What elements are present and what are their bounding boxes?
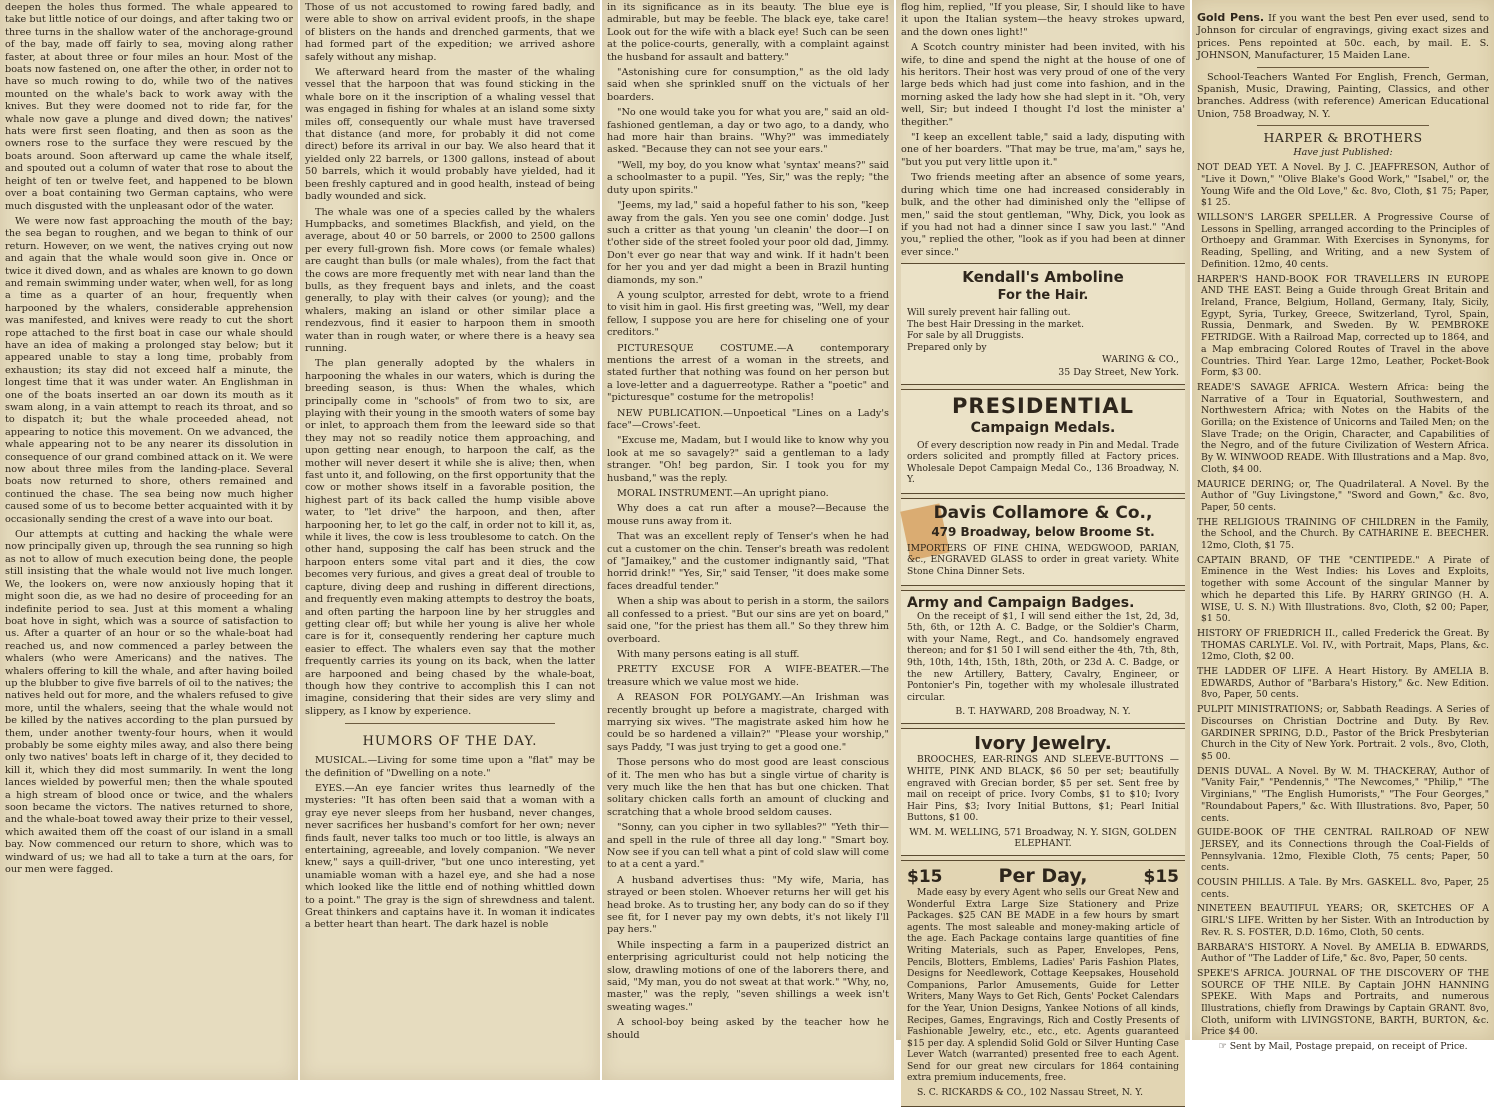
ad-body: Made easy by every Agent who sells our Great New and Wonderful Extra Large Size Stationery and Prize Packages. $25 CAN BE MADE in a few hours by smart agents. The most saleable and money-making article of the age. Each Package contains large quantities of fine Writing Materials, such as Paper, Envelopes, Pens, Pencils, Blotters, Emblems, Ladies' Paris Fashion Plates, Designs for Needlework, Cottage Keepsakes, Household Companions, Parlor Amusements, Guide for Letter Writers, Many Ways to Get Rich, Gents' Pocket Calendars for the Year, Union Designs, Yankee Notions of all kinds, Recipes, Games, Engravings, Rich and Costly Presents of Fashionable Jewelry, etc., etc., etc. Agents guaranteed $15 per day. A splendid Solid Gold or Silver Hunting Case Lever Watch (warranted) presented free to each Agent. Send for our great new circulars for 1864 containing extra premium inducements, free.: [907, 886, 1179, 1084]
ad-subtitle: Campaign Medals.: [970, 419, 1116, 436]
book-listing: GUIDE-BOOK OF THE CENTRAL RAILROAD OF NEW JERSEY, and its Connections through the Coal-Fields of Pennsylvania. 12mo, Flexible Cloth, 75 cents; Paper, 50 cents.: [1197, 827, 1489, 874]
book-listing: CAPTAIN BRAND, OF THE "CENTIPEDE." A Pirate of Eminence in the West Indies: his Loves and Exploits, together with some Account of the singular Manner by which he departed this Life. By HARRY GRINGO (H. A. WISE, U. S. N.) With Illustrations. 8vo, Cloth, $2 00; Paper, $1 50.: [1197, 554, 1489, 625]
book-listing: WILLSON'S LARGER SPELLER. A Progressive Course of Lessons in Spelling, arranged according to the Principles of Orthoepy and Grammar. With Exercises in Synonyms, for Reading, Spelling, and Writing, and a new System of Definition. 12mo, 40 cents.: [1197, 212, 1489, 270]
publisher-heading: HARPER & BROTHERS: [1263, 130, 1423, 146]
paragraph: in its significance as in its beauty. The blue eye is admirable, but may be feeble. The black eye, take care! Look out for the wife with a black eye! Such can be seen at the police-courts, generally, with a complaint against the husband for assault and battery.": [607, 2, 889, 63]
paragraph: "No one would take you for what you are," said an old-fashioned gentleman, a day or two ago, to a dandy, who had more hair than brains. "Why?" was immediately asked. "Because they can not see your ears.": [607, 107, 889, 156]
ad-subtitle: 479 Broadway, below Broome St.: [931, 524, 1155, 539]
paragraph: "Sonny, can you cipher in two syllables?" "Yeth thir—and spell in the rule of three all day long." "Smart boy. Now see if you can tell what a pint of cold slaw will come to at a cent a yard.": [607, 822, 889, 871]
book-listing: PULPIT MINISTRATIONS; or, Sabbath Readings. A Series of Discourses on Christian Doctrine and Duty. By Rev. GARDINER SPRING, D.D., Pastor of the Brick Presbyterian Church in the City of New York. Portrait. 2 vols., 8vo, Cloth, $5 00.: [1197, 704, 1489, 762]
paragraph: "Astonishing cure for consumption," as the old lady said when she sprinkled snuff on the victuals of her boarders.: [607, 67, 889, 103]
book-listing: READE'S SAVAGE AFRICA. Western Africa: being the Narrative of a Tour in Equatorial, Southwestern, and Northwestern Africa; with Notes on the Habits of the Gorilla; on the Existence of Unicorns and Tailed Men; on the Slave Trade; on the Origin, Character, and Capabilities of the Negro, and of the future Civilization of Western Africa. By W. WINWOOD READE. With Illustrations and a Map. 8vo, Cloth, $4 00.: [1197, 381, 1489, 475]
ad-title: Army and Campaign Badges.: [907, 594, 1135, 611]
ad-line: Prepared only by: [907, 341, 987, 353]
gold-pens-ad: [1197, 12, 1489, 63]
ad-headline: [907, 865, 1179, 887]
book-listing: BARBARA'S HISTORY. A Novel. By AMELIA B. EDWARDS, Author of "The Ladder of Life," &c. 8vo, Paper, 50 cents.: [1197, 941, 1489, 965]
book-listing: MAURICE DERING; or, The Quadrilateral. A Novel. By the Author of "Guy Livingstone," "Sword and Gown," &c. 8vo, Paper, 50 cents.: [1197, 478, 1489, 513]
paragraph: "Excuse me, Madam, but I would like to know why you look at me so savagely?" said a gentleman to a lady stranger. "Oh! beg pardon, Sir. I took you for my husband," was the reply.: [607, 435, 889, 484]
ad-sign: S. C. RICKARDS & CO., 102 Nassau Street, N. Y.: [917, 1087, 1144, 1099]
ad-body: Of every description now ready in Pin and Medal. Trade orders solicited and promptly filled at Factory prices. Wholesale Depot Campaign Medal Co., 136 Broadway, N. Y.: [907, 439, 1179, 486]
ad-subtitle: For the Hair.: [997, 288, 1089, 304]
ad-body: On the receipt of $1, I will send either the 1st, 2d, 3d, 5th, 6th, or 12th A. C. Badge, or the Soldier's Charm, with your Name, Regt., and Co. handsomely engraved thereon; and for $1 50 I will send either the 4th, 7th, 8th, 9th, 10th, 14th, 15th, 18th, 20th, or 23d A. C. Badge, or the new Artillery, Battery, Cavalry, Engineer, or Pontonier's Pin, together with my wholesale illustrated circular.: [907, 610, 1179, 703]
ad-address: 35 Day Street, New York.: [1058, 366, 1179, 378]
ad-title: Ivory Jewelry.: [974, 733, 1112, 755]
column-1: [0, 0, 298, 1080]
ad-title: PRESIDENTIAL: [952, 393, 1134, 418]
paragraph: MUSICAL.—Living for some time upon a "flat" may be the definition of "Dwelling on a note.": [305, 755, 595, 779]
ad-maker: WARING & CO.,: [1102, 353, 1179, 365]
paragraph: Why does a cat run after a mouse?—Because the mouse runs away from it.: [607, 503, 889, 527]
book-listing: COUSIN PHILLIS. A Tale. By Mrs. GASKELL. 8vo, Paper, 25 cents.: [1197, 877, 1489, 900]
teachers-ad: School-Teachers Wanted For English, French, German, Spanish, Music, Drawing, Painting, Classics, and other branches. Address (with reference) American Educational Union, 758 Broadway, N. Y.: [1197, 71, 1489, 120]
paragraph: A husband advertises thus: "My wife, Maria, has strayed or been stolen. Whoever returns her will get his head broke. As to trusting her, any body can do so if they see fit, for I never pay my own debts, it's not likely I'll pay hers.": [607, 874, 889, 936]
paragraph: A school-boy being asked by the teacher how he should: [607, 1017, 889, 1041]
mail-notice-text: Sent by Mail, Postage prepaid, on receipt of Price.: [1229, 1041, 1468, 1053]
paragraph: "I keep an excellent table," said a lady, disputing with one of her boarders. "That may be true, ma'am," says he, "but you put very little upon it.": [901, 132, 1185, 168]
ad-sign: E. S. JOHNSON, Manufacturer, 15 Maiden Lane.: [1197, 37, 1489, 62]
paragraph: Two friends meeting after an absence of some years, during which time one had increased considerably in bulk, and the other had diminished only the "ellipse of men," said the stout gentleman, "Why, Dick, you look as if you had not had a dinner since I saw you last." "And you," replied the other, "look as if you had been at dinner ever since.": [901, 172, 1185, 258]
paragraph: PICTURESQUE COSTUME.—A contemporary mentions the arrest of a woman in the streets, and stated further that nothing was found on her person but a love-letter and a daguerreotype. Rather a "poetic" and "picturesque" costume for the metropolis!: [607, 342, 889, 404]
column-4: [896, 0, 1190, 1099]
paragraph: That was an excellent reply of Tenser's when he had cut a customer on the chin. Tenser's breath was redolent of "Jamaikey," and the customer indignantly said, "That horrid drink!" "Yes, Sir," said Tenser, "it does make some faces dreadful tender.": [607, 531, 889, 592]
book-listing: HISTORY OF FRIEDRICH II., called Frederick the Great. By THOMAS CARLYLE. Vol. IV., with Portrait, Maps, Plans, &c. 12mo, Cloth, $2 00.: [1197, 627, 1489, 663]
divider: [1257, 125, 1429, 126]
book-listing: HARPER'S HAND-BOOK FOR TRAVELLERS IN EUROPE AND THE EAST. Being a Guide through Great Britain and Ireland, France, Belgium, Holland, Germany, Italy, Sicily, Egypt, Syria, Turkey, Greece, Switzerland, Tyrol, Spain, Russia, Denmark, and Sweden. By W. PEMBROKE FETRIDGE. With a Railroad Map, corrected up to 1864, and a Map embracing Colored Routes of Travel in the above Countries. Third Year. Large 12mo, Leather, Pocket-Book Form, $3 00.: [1197, 273, 1489, 379]
book-listing: NINETEEN BEAUTIFUL YEARS; OR, SKETCHES OF A GIRL'S LIFE. Written by her Sister. With an Introduction by Rev. R. S. FOSTER, D.D. 16mo, Cloth, 50 cents.: [1197, 903, 1489, 938]
column-3: [602, 0, 894, 1080]
paragraph: A Scotch country minister had been invited, with his wife, to dine and spend the night at the house of one of his heritors. Their host was very proud of one of the very large beds which had just come into fashion, and in the morning asked the lady how she had slept in it. "Oh, very well, Sir; but indeed I thought I'd lost the minister a' thegither.": [901, 42, 1185, 128]
paragraph: We afterward heard from the master of the whaling vessel that the harpoon that was found sticking in the whale bore on it the inscription of a whaling vessel that was engaged in fishing for whales at an island some sixty miles off, consequently our whale must have traversed that distance (and more, for probably it did not come direct) before its arrival in our bay. We also heard that it yielded only 22 barrels, or 1300 gallons, instead of about 50 barrels, which it would probably have yielded, had it been freshly captured and in good health, instead of being badly wounded and sick.: [305, 67, 595, 203]
ad-line: Will surely prevent hair falling out.: [907, 307, 1071, 319]
ad-ivory-jewelry: [901, 728, 1185, 856]
mail-notice: [1197, 1041, 1489, 1052]
ad-line: The best Hair Dressing in the market.: [907, 318, 1085, 330]
publisher-subheading: Have just Published:: [1293, 147, 1393, 159]
pointing-hand-icon: ☞: [1218, 1041, 1227, 1053]
book-listing: THE LADDER OF LIFE. A Heart History. By AMELIA B. EDWARDS, Author of "Barbara's History," &c. New Edition. 8vo, Paper, 50 cents.: [1197, 666, 1489, 701]
paragraph: Those persons who do most good are least conscious of it. The men who has but a single virtue of charity is very much like the hen that has but one chicken. That solitary chicken calls forth an amount of clucking and scratching that a whole brood seldom causes.: [607, 757, 889, 818]
paragraph: While inspecting a farm in a pauperized district an enterprising agriculturist could not help noticing the slow, drawling motions of one of the laborers there, and said, "My man, you do not sweat at that work." "Why, no, master," was the reply, "seven shillings a week isn't sweating wages.": [607, 939, 889, 1013]
ad-body: BROOCHES, EAR-RINGS AND SLEEVE-BUTTONS —WHITE, PINK AND BLACK, $6 50 per set; beautifully engraved with Grecian border, $5 per set. Sent free by mail on receipt of price. Ivory Combs, $1 to $10; Ivory Hair Pins, $3; Ivory Initial Buttons, $1; Pearl Initial Buttons, $1 00.: [907, 754, 1179, 824]
ad-body: IMPORTERS OF FINE CHINA, WEDGWOOD, PARIAN, &c., ENGRAVED GLASS to order in great variety. White Stone China Dinner Sets.: [907, 542, 1179, 578]
book-listing: NOT DEAD YET. A Novel. By J. C. JEAFFRESON, Author of "Live it Down," "Olive Blake's Good Work," "Isabel," or, the Young Wife and the Old Love," &c. 8vo, Cloth, $1 75; Paper, $1 25.: [1197, 162, 1489, 209]
paragraph: deepen the holes thus formed. The whale appeared to take but little notice of our doings, and after taking two or three turns in the shallow water of the anchorage-ground of the bay, made off fairly to sea, moving along rather faster, at about three or four miles an hour. Most of the boats now fastened on, one after the other, in order not to have so much rowing to do, while two of the natives mounted on the whale's back to work away with the knives. But they were doomed not to ride far, for the whale now gave a plunge and dived down; the natives' hats were first seen floating, and then as soon as the owners rose to the surface they were rescued by the boats around. Soon afterward up came the whale itself, and spouted out a column of water that rose to about the height of ten or twelve feet, and happened to be blown over a boat containing two German captains, who were much disgusted with the unpleasant odor of the water.: [5, 2, 293, 212]
ad-davis-collamore: [901, 498, 1185, 586]
ad-body: If you want the best Pen ever used, send to Johnson for circular of engravings, giving exact sizes and prices. Pens repointed at 50c. each, by mail.: [1197, 13, 1490, 49]
ad-title: Gold Pens.: [1197, 11, 1265, 24]
price-left: $15: [907, 866, 943, 887]
paragraph: We were now fast approaching the mouth of the bay; the sea began to roughen, and we began to think of our return. However, on we went, the natives crying out now and again that the whale would soon give in. Once or twice it dived down, and as whales are known to go down and remain swimming under water, when well, for as long a time as a quarter of an hour, frequently when harpooned by the whalers, considerable apprehension was manifested, and knives were ready to cut the short rope attached to the first boat in case our whale should have an idea of making a prolonged stay below; but it appeared unable to stay a long time, probably from exhaustion; its stay did not exceed half a minute, the longest time that it was under water. An Englishman in one of the boats inserted an oar down its mouth as it swam along, in a vain attempt to reach its throat, and so to dispatch it; but the whale proceeded ahead, not appearing to notice this movement. On we advanced, the whale appearing not to be any nearer its dissolution in consequence of our grand combined attack on it. We were now about three miles from the landing-place. Several boats now returned to shore, others remained and continued the chase. The sea being now much higher caused some of us to become better acquainted with it by occasionally sending the crest of a wave into our boat.: [5, 215, 293, 525]
column-5: [1192, 0, 1494, 1053]
book-listing: THE RELIGIOUS TRAINING OF CHILDREN in the Family, the School, and the Church. By CATHARINE E. BEECHER. 12mo, Cloth, $1 75.: [1197, 516, 1489, 552]
ad-line: For sale by all Druggists.: [907, 330, 1024, 342]
ad-presidential: [901, 389, 1185, 494]
paragraph: PRETTY EXCUSE FOR A WIFE-BEATER.—The treasure which we value most we hide.: [607, 664, 889, 688]
paragraph: NEW PUBLICATION.—Unpoetical "Lines on a Lady's face"—Crows'-feet.: [607, 407, 889, 431]
paragraph: A REASON FOR POLYGAMY.—An Irishman was recently brought up before a magistrate, charged with marrying six wives. "The magistrate asked him how he could be so hardened a villain?" "Please your worship," says Paddy, "I was just trying to get a good one.": [607, 692, 889, 753]
paragraph: "Well, my boy, do you know what 'syntax' means?" said a schoolmaster to a pupil. "Yes, Sir," was the reply; "the duty upon spirits.": [607, 159, 889, 196]
paragraph: A young sculptor, arrested for debt, wrote to a friend to visit him in gaol. His first greeting was, "Well, my dear fellow, I suppose you are here for chiseling one of your creditors.": [607, 289, 889, 339]
price-right: $15: [1143, 866, 1179, 887]
book-listing: DENIS DUVAL. A Novel. By W. M. THACKERAY, Author of "Vanity Fair," "Pendennis," "The Newcomes," "Philip," "The Virginians," "The English Humorists," "The Four Georges," "Roundabout Papers," &c. With Illustrations. 8vo, Paper, 50 cents.: [1197, 765, 1489, 824]
paragraph: The plan generally adopted by the whalers in harpooning the whales in our waters, which is during the breeding season, is thus: When the whales, which principally come in "schools" of from two to six, are playing with their young in the smooth waters of some bay or inlet, to approach them from the leeward side so that they may not so readily notice them approaching, and upon getting near enough, to harpoon the calf, as the mother will never desert it while she is alive; then, when fast unto it, and following, on the first opportunity that the cow or mother shows itself in a favorable position, the highest part of its back called the hump visible above water, to "let drive" the harpoon, and then, after harpooning her, to let go the calf, in order not to kill it, as, while it lives, the cow is less troublesome to catch. On the other hand, supposing the calf has been struck and the harpoon enters some vital part and it dies, the cow becomes very furious, and gives a great deal of trouble to capture, diving deep and rushing in different directions, and frequently even making attempts to destroy the boats, and often parting the harpoon line by her struggles and getting clear off; but while her young is alive her whole care is for it, consequently rendering her capture much easier to effect. The whalers even say that the mother frequently carries its young on its back, when the latter are harpooned and being chased by the whale-boat, though how they contrive to accomplish this I can not imagine, considering that their sides are very slimy and slippery, as I know by experience.: [305, 358, 595, 717]
ad-army-badges: [901, 590, 1185, 725]
paragraph: flog him, replied, "If you please, Sir, I should like to have it upon the Italian system—the heavy strokes upward, and the down ones light!": [901, 2, 1185, 38]
paragraph: The whale was one of a species called by the whalers Humpbacks, and sometimes Blackfish, and yield, on the average, about 40 or 50 barrels, or 2000 to 2500 gallons per every full-grown fish. More cows (or female whales) are caught than bulls (or male whales), from the fact that the cows are more frequently met with near land than the bulls, as they frequent bays and inlets, and the coast generally, to play with their calves (or young); and the whalers, making an island or other similar place a rendezvous, find it easier to harpoon them in smooth water than in rough water, or where there is a heavy sea running.: [305, 206, 595, 354]
book-listing: SPEKE'S AFRICA. JOURNAL OF THE DISCOVERY OF THE SOURCE OF THE NILE. By Captain JOHN HANNING SPEKE. With Maps and Portraits, and numerous Illustrations, chiefly from Drawings by Captain GRANT. 8vo, Cloth, uniform with LIVINGSTONE, BARTH, BURTON, &c. Price $4 00.: [1197, 967, 1489, 1038]
ad-title: Per Day,: [998, 864, 1088, 887]
ad-sign: B. T. HAYWARD, 208 Broadway, N. Y.: [955, 706, 1131, 718]
ad-kendall: [901, 263, 1185, 384]
column-2: [300, 0, 600, 1080]
ad-per-day: [901, 860, 1185, 1107]
ad-title: Kendall's Amboline: [962, 268, 1124, 287]
paragraph: With many persons eating is all stuff.: [617, 648, 800, 660]
paragraph: Those of us not accustomed to rowing fared badly, and were able to show on arrival evident proofs, in the shape of blisters on the hands and drenched garments, that we had formed part of the expedition; we arrived ashore safely without any mishap.: [305, 2, 595, 63]
divider: [345, 723, 555, 724]
paragraph: EYES.—An eye fancier writes thus learnedly of the mysteries: "It has often been said that a woman with a gray eye never sleeps from her husband, never changes, never sacrifices her husband's comfort for her own; never finds fault, never talks too much or too little, is always an entertaining, agreeable, and lovely companion. "We never knew," says a quill-driver, "but one unco interesting, yet unamiable woman with a hazel eye, and she had a nose which looked like the little end of nothing whittled down to a point." The gray is the sign of shrewdness and talent. Great thinkers and captains have it. In woman it indicates a better heart than heart. The dark hazel is noble: [305, 782, 595, 931]
divider: [1257, 67, 1429, 68]
ad-title: Davis Collamore & Co.,: [933, 502, 1153, 523]
paragraph: MORAL INSTRUMENT.—An upright piano.: [617, 488, 829, 500]
ad-sign: WM. M. WELLING, 571 Broadway, N. Y. SIGN, GOLDEN ELEPHANT.: [909, 826, 1177, 849]
paragraph: "Jeems, my lad," said a hopeful father to his son, "keep away from the gals. Yen you see one comin' dodge. Just such a critter as that young 'un cleanin' the door—I on t'other side of the street fooled your poor old dad, Jimmy. Don't ever go near that way and wink. If it hadn't been for her you and yer dad might a been in Brazil hunting diamonds, my son.": [607, 200, 889, 286]
section-heading: HUMORS OF THE DAY.: [362, 734, 538, 750]
paragraph: Our attempts at cutting and hacking the whale were now principally given up, through the sea running so high as not to allow of much execution being done, the people still insisting that the whale would not live much longer. We, the lookers on, were now anxiously hoping that it might soon die, as we had no desire of proceeding for an indefinite period to sea. Just at this moment a whaling boat hove in sight, which was a source of satisfaction to us. After a quarter of an hour or so the whale-boat had reached us, and now commenced a parley between the whalers (who were Americans) and the natives. The whalers offering to kill the whale, and after having boiled up the blubber to give five barrels of oil to the natives; the natives held out for more, and the whalers refused to give more, until the whalers, seeing that the whale would not be killed by the natives according to the plan pursued by them, under another twenty-four hours, when it would probably be some eighty miles away, and also there being only two natives' boats left in charge of it, they decided to kill it, which they did most summarily. In went the long lances wielded by powerful men; then the whale spouted a high stream of blood once or twice, and the whalers soon became the victors. The natives returned to shore, and the whale-boat towed away their prize to their vessel, which awaited them off the coast of our island in a small bay. Now commenced our return to shore, which was to windward of us; we had all to take a turn at the oars, for our men were fagged.: [5, 529, 293, 876]
paragraph: When a ship was about to perish in a storm, the sailors all confessed to a priest. "But our sins are yet on board," said one, "for the priest has them all." So they threw him overboard.: [607, 596, 889, 645]
